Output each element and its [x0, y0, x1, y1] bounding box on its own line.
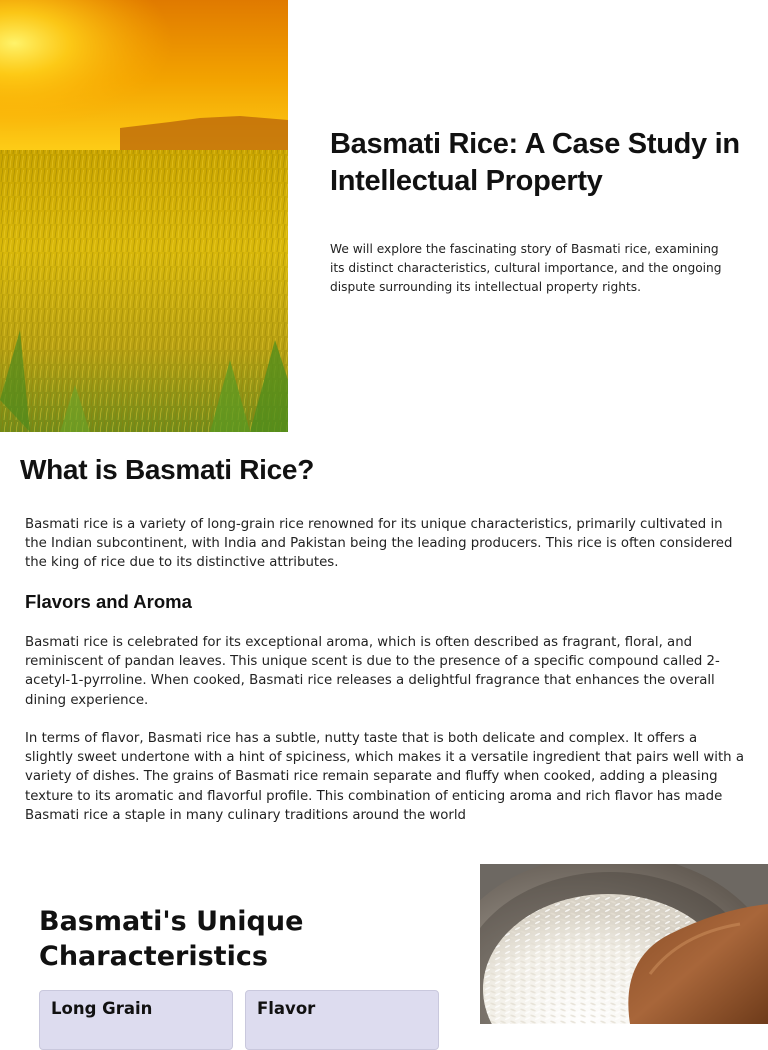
hero-title: Basmati Rice: A Case Study in Intellectual Property — [330, 128, 740, 197]
characteristics-heading: Basmati's Unique Characteristics — [39, 906, 304, 972]
flavors-aroma-heading: Flavors and Aroma — [25, 591, 192, 612]
hero-rice-field-image — [0, 0, 288, 432]
hero-description: We will explore the fascinating story of Basmati rice, examining its distinct characteristics, cultural importance, and the ongoing dispute surrounding its intellectual property rights. — [330, 242, 722, 294]
flavors-paragraph-taste: In terms of flavor, Basmati rice has a subtle, nutty taste that is both delicate and complex. It offers a slightly sweet undertone with a hint of spiciness, which makes it a versatile ingredient that pairs well with a variety of dishes. The grains of Basmati rice remain separate and fluffy when cooked, adding a pleasing texture to its aromatic and flavorful profile. This combination of enticing aroma and rich flavor has made Basmati rice a staple in many culinary traditions around the world — [25, 731, 744, 823]
flavors-paragraph-aroma: Basmati rice is celebrated for its exceptional aroma, which is often described as fragrant, floral, and reminiscent of pandan leaves. This unique scent is due to the presence of a specific compound called 2-acetyl-1-pyrroline. When cooked, Basmati rice releases a delightful fragrance that enhances the overall dining experience. — [25, 635, 720, 708]
characteristic-card-long-grain — [39, 990, 233, 1050]
what-is-basmati-heading: What is Basmati Rice? — [20, 454, 315, 485]
rice-field-icon — [0, 0, 288, 432]
characteristic-card-flavor — [245, 990, 439, 1050]
what-is-basmati-paragraph: Basmati rice is a variety of long-grain rice renowned for its unique characteristics, primarily cultivated in the Indian subcontinent, with India and Pakistan being the leading producers. This rice is often considered the king of rice due to its distinctive attributes. — [25, 517, 733, 571]
cooked-rice-image — [480, 864, 768, 1024]
rice-pot-icon — [480, 864, 768, 1024]
card-label: Long Grain — [51, 999, 153, 1018]
card-label: Flavor — [257, 999, 316, 1018]
